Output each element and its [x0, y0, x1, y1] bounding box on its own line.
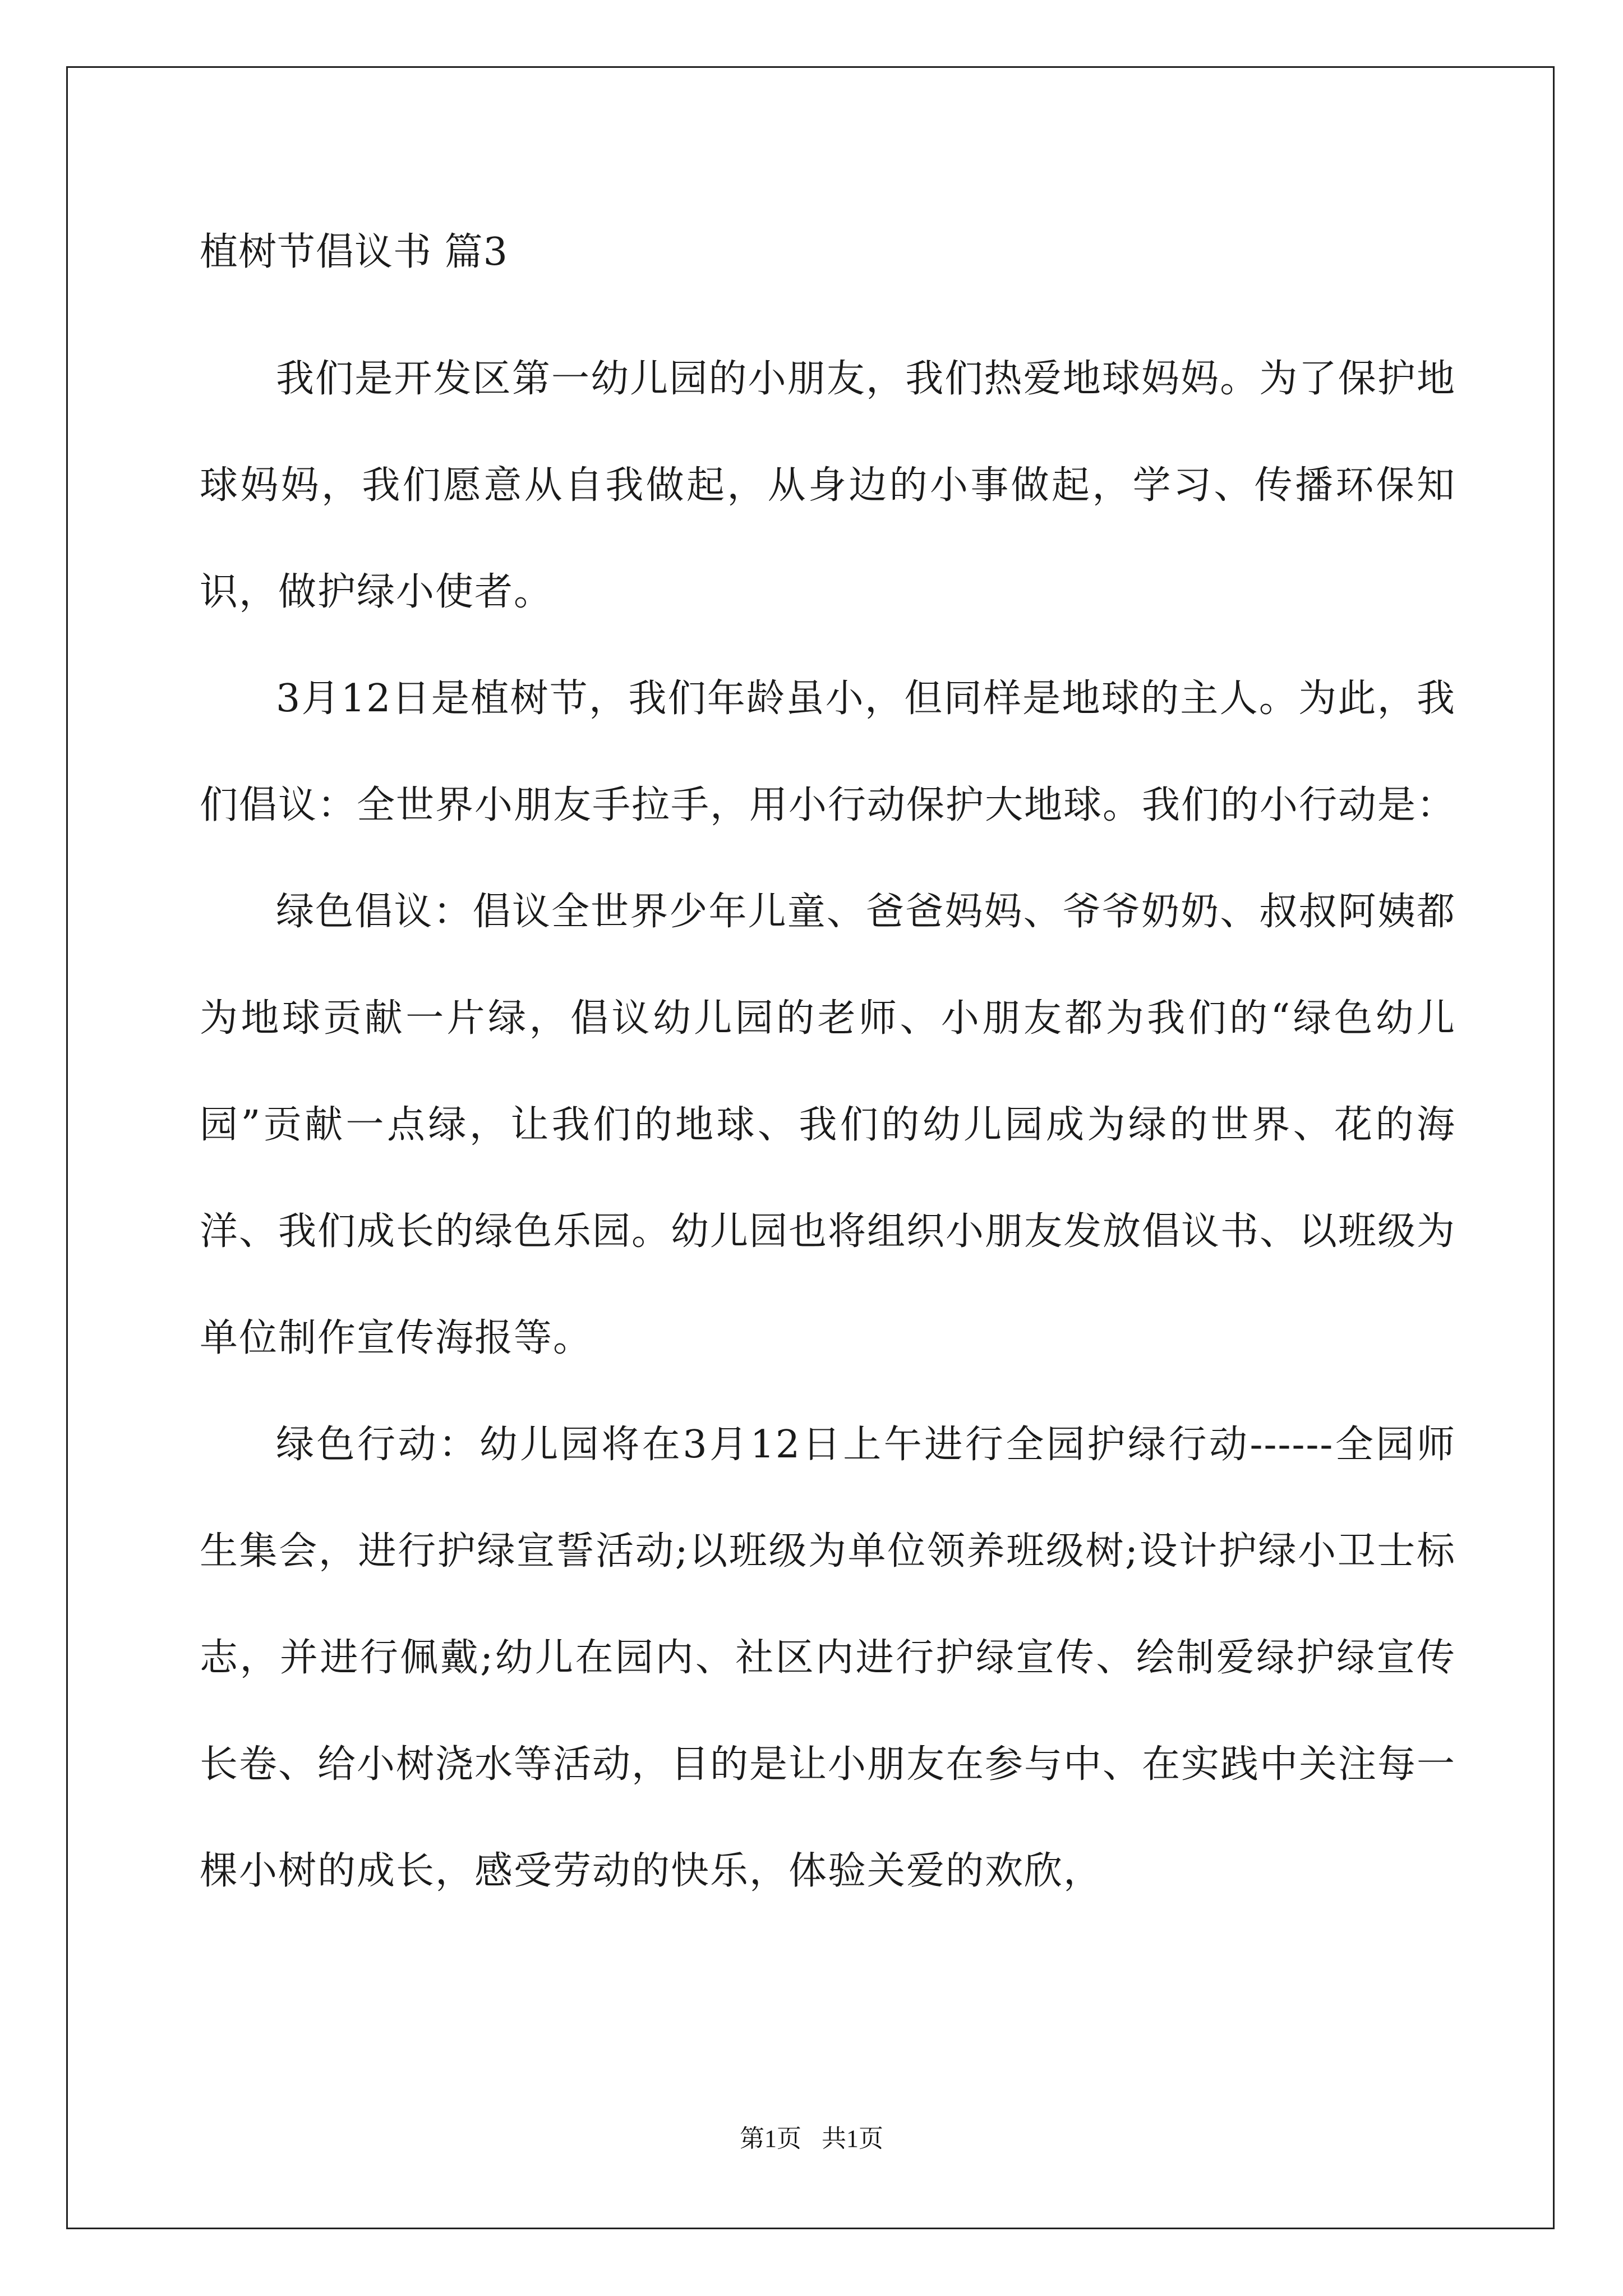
- page-footer: [0, 2122, 1623, 2156]
- paragraph-2: 3月12日是植树节，我们年龄虽小，但同样是地球的主人。为此，我们倡议：全世界小朋友手拉手，用小行动保护大地球。我们的小行动是：: [200, 677, 1456, 827]
- page-number: 第1页: [740, 2125, 801, 2152]
- document-title: 植树节倡议书 篇3: [200, 230, 508, 274]
- paragraph-1: 我们是开发区第一幼儿园的小朋友，我们热爱地球妈妈。为了保护地球妈妈，我们愿意从自我做起，从身边的小事做起，学习、传播环保知识，做护绿小使者。: [200, 357, 1456, 614]
- paragraph-3: 绿色倡议：倡议全世界少年儿童、爸爸妈妈、爷爷奶奶、叔叔阿姨都为地球贡献一片绿，倡议幼儿园的老师、小朋友都为我们的“绿色幼儿园”贡献一点绿，让我们的地球、我们的幼儿园成为绿的世界、花的海洋、我们成长的绿色乐园。幼儿园也将组织小朋友发放倡议书、以班级为单位制作宣传海报等。: [200, 890, 1456, 1360]
- paragraph-4: 绿色行动：幼儿园将在3月12日上午进行全园护绿行动------全园师生集会，进行护绿宣誓活动;以班级为单位领养班级树;设计护绿小卫士标志，并进行佩戴;幼儿在园内、社区内进行护绿宣传、绘制爱绿护绿宣传长卷、给小树浇水等活动，目的是让小朋友在参与中、在实践中关注每一棵小树的成长，感受劳动的快乐，体验关爱的欢欣，: [200, 1423, 1456, 1893]
- document-body: [200, 222, 1456, 1925]
- page-total: 共1页: [822, 2125, 883, 2152]
